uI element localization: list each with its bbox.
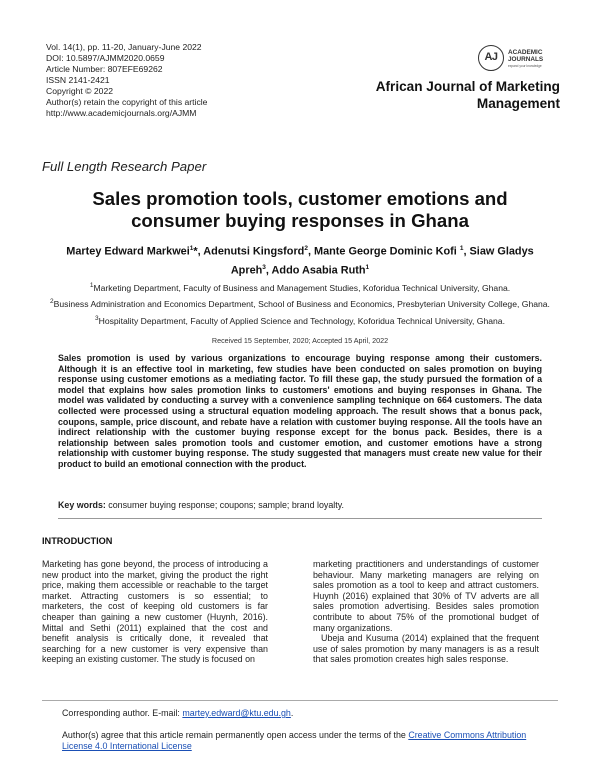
license-notice: Author(s) agree that this article remain permanently open access under the terms of the Creative Commons Attribution License 4.0 International License bbox=[62, 730, 527, 751]
affiliation-3: $^3$Hospitality Department, Faculty of Applied Science and Technology, Koforidua Technical University, Ghana. bbox=[95, 314, 505, 326]
volume-info: Vol. 14(1), pp. 11-20, January-June 2022 bbox=[46, 42, 202, 52]
publisher-logo bbox=[478, 45, 560, 73]
affiliation-2: $^2$Business Administration and Economics Department, School of Business and Economics, Presbyterian University College, Ghana. bbox=[50, 298, 550, 310]
abstract: Sales promotion is used by various organizations to encourage buying response among their customers. Although it is an effective tool in marketing, few studies have been conducted on sales promotion on buying response using customer emotions as a mediating factor. To fill these gap, the study pursued the formation of a model that explains how sales promotion links to customers' emotions and buying responses in Ghana. The model was validated by conducting a survey with a convenience sampling technique on 664 customers. The data collected were processed using a structural equation modeling approach. The result shows that a bonus pack, coupons, sample, price discount, and rebate have a relation with customer buying response. All the tools have an indirect relationship with the customer buying response except for the bonus pack. Besides, there is a relationship between sales promotion tools and customer emotion, and customer emotions have a strong relationship with customer buying response. The study suggested that managers must create new value for their product to build an emotional connection with the product. bbox=[58, 353, 542, 469]
logo-tagline: expand your knowledge bbox=[508, 64, 542, 68]
rights-statement: Author(s) retain the copyright of this article bbox=[46, 97, 208, 107]
author-email-link[interactable]: martey.edward@ktu.edu.gh bbox=[182, 708, 291, 718]
copyright: Copyright © 2022 bbox=[46, 86, 114, 96]
keywords-text: consumer buying response; coupons; sample; brand loyalty. bbox=[105, 500, 344, 510]
affiliations bbox=[48, 280, 552, 329]
keywords bbox=[58, 500, 344, 510]
received-dates: Received 15 September, 2020; Accepted 15 April, 2022 bbox=[211, 336, 389, 345]
footer-divider bbox=[42, 700, 558, 701]
journal-url[interactable]: http://www.academicjournals.org/AJMM bbox=[46, 108, 197, 118]
intro-paragraph: Ubeja and Kusuma (2014) explained that the frequent use of sales promotion by many managers is as a result that sales promotion creates high sales response. bbox=[313, 633, 539, 665]
intro-column-right bbox=[313, 559, 539, 665]
journal-title: African Journal of Marketing Management bbox=[375, 79, 560, 111]
keywords-label: Key words: bbox=[58, 500, 106, 510]
paper-type: Full Length Research Paper bbox=[42, 159, 207, 174]
section-heading-introduction: INTRODUCTION bbox=[42, 536, 113, 546]
article-metadata bbox=[46, 42, 207, 119]
issn: ISSN 2141-2421 bbox=[46, 75, 110, 85]
paper-title: Sales promotion tools, customer emotions and consumer buying responses in Ghana bbox=[92, 188, 508, 231]
license-link[interactable]: Creative Commons Attribution License 4.0 International License bbox=[62, 730, 527, 751]
affiliation-1: $^1$Marketing Department, Faculty of Business and Management Studies, Koforidua Technical University, Ghana. bbox=[89, 282, 511, 293]
divider bbox=[58, 518, 542, 519]
doi: DOI: 10.5897/AJMM2020.0659 bbox=[46, 53, 165, 63]
intro-paragraph: marketing practitioners and understandings of customer behaviour. Many marketing managers are relying on sales promotion as a tool to keep and attract customers. Huynh (2016) explained that 30% of TV adverts are all sales promotion advertising. Besides sales promotion contribute to about 75% of the promotional budget of many organizations. bbox=[313, 559, 539, 633]
author-list: Martey Edward Markwei$^1$*, Adenutsi Kingsford$^2$, Mante George Dominic Kofi $^1$, Siaw Gladys Apreh$^3$, Addo Asabia Ruth$^1$ bbox=[66, 245, 534, 277]
logo-wordmark: ACADEMIC JOURNALS bbox=[508, 49, 544, 63]
article-number: Article Number: 807EFE69262 bbox=[46, 64, 163, 74]
logo-initials: AJ bbox=[484, 51, 498, 63]
intro-paragraph: Marketing has gone beyond, the process of introducing a new product into the market, giving the product the right price, making them accessible or reachable to the target market. Attracting customers is so essential; to marketers, the cost of keeping old customers is far cheaper than gaining a new customer (Huynh, 2016). Mittal and Sethi (2011) explained that the cost and benefit analysis is critically done, it revealed that searching for a new customer is very expensive than keeping an existing customer. The study is focused on bbox=[42, 559, 268, 665]
intro-column-left bbox=[42, 559, 268, 665]
corresponding-author: Corresponding author. E-mail: martey.edward@ktu.edu.gh. bbox=[62, 708, 294, 718]
